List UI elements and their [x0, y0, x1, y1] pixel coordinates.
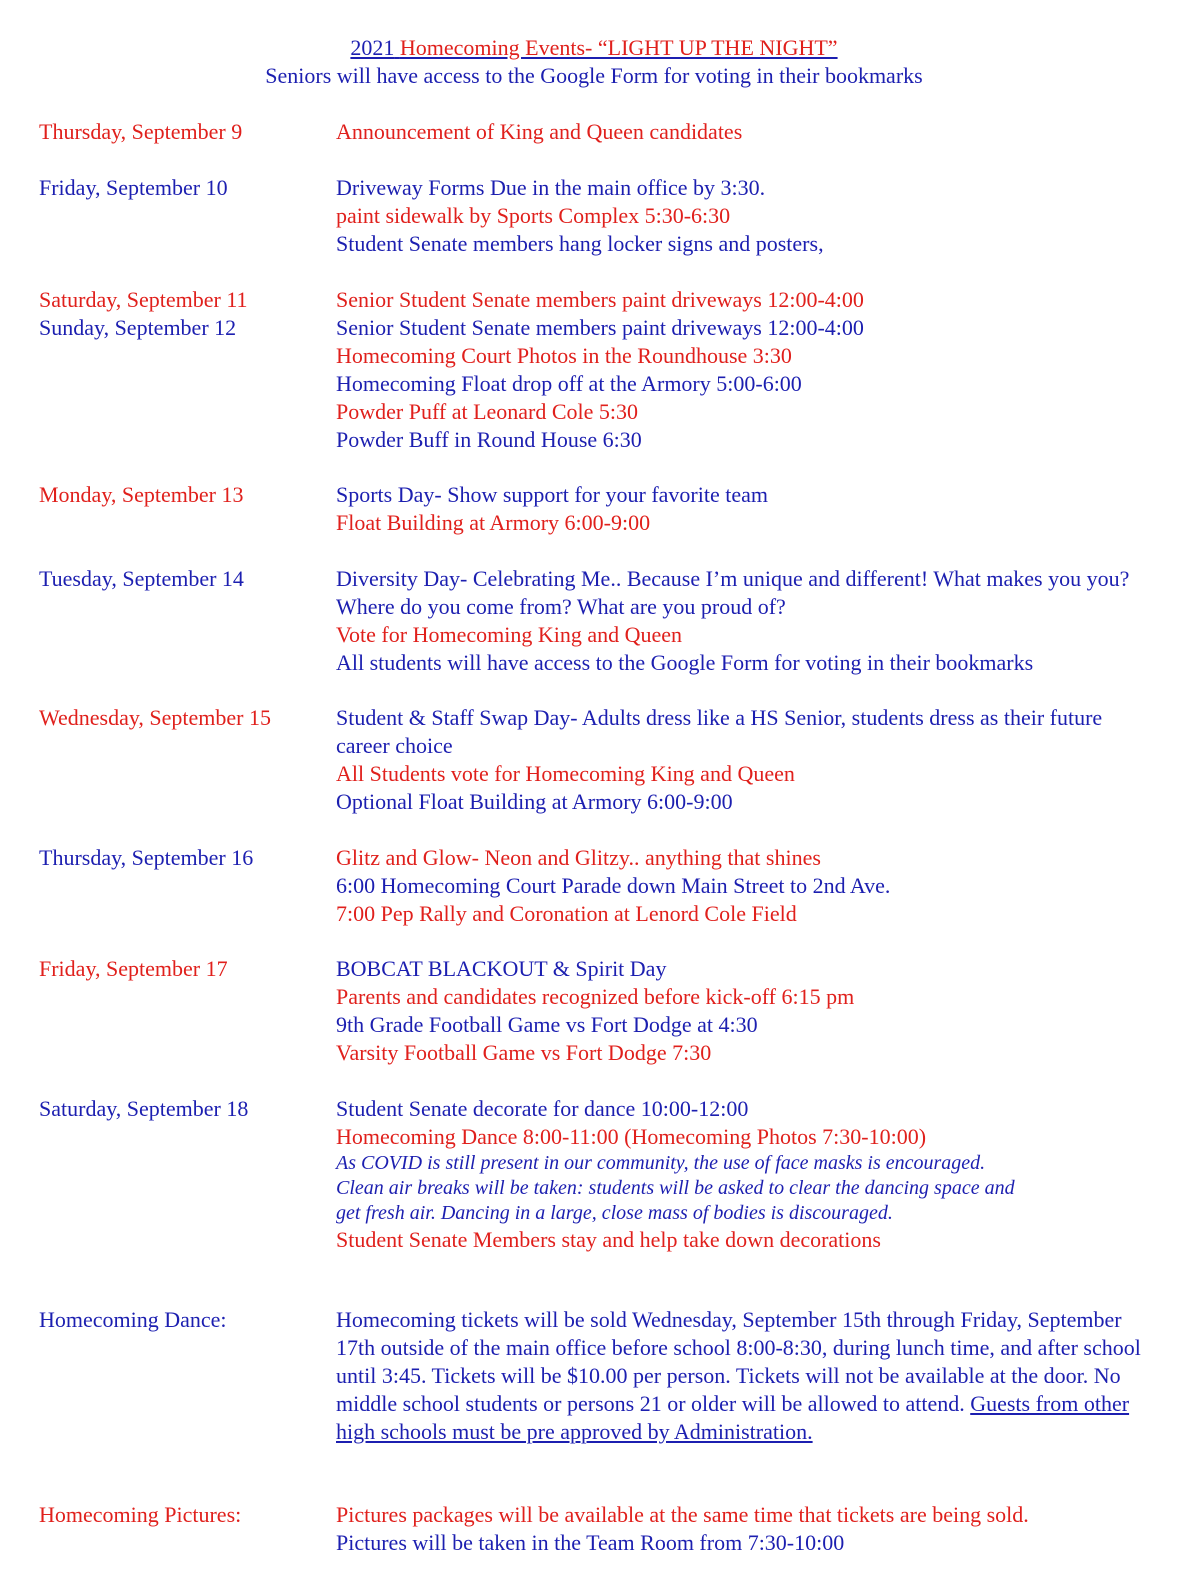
event-item: Senior Student Senate members paint driveways 12:00-4:00 [336, 287, 864, 312]
event-item: paint sidewalk by Sports Complex 5:30-6:30 [336, 203, 731, 228]
section-label: Homecoming Dance: [39, 1307, 227, 1332]
event-item: Homecoming Dance 8:00-11:00 (Homecoming Photos 7:30-10:00) [336, 1124, 927, 1149]
event-item: Varsity Football Game vs Fort Dodge 7:30 [336, 1040, 712, 1065]
event-item: 7:00 Pep Rally and Coronation at Lenord Cole Field [336, 901, 797, 926]
date-label: Saturday, September 11 [39, 287, 248, 312]
event-item: Powder Puff at Leonard Cole 5:30 [336, 399, 639, 424]
event-item: Driveway Forms Due in the main office by 3:30. [336, 175, 766, 200]
event-item: Powder Buff in Round House 6:30 [336, 427, 642, 452]
event-item: Student Senate Members stay and help take down decorations [336, 1227, 881, 1252]
covid-notice: As COVID is still present in our community, the use of face masks is encouraged. Clean air breaks will be taken: students will be asked to clear the dancing space and get fresh air. Dancing in a large, close mass of bodies is discouraged. [336, 1152, 1015, 1224]
date-label: Sunday, September 12 [39, 315, 237, 340]
document-subtitle: Seniors will have access to the Google Form for voting in their bookmarks [265, 63, 923, 88]
guest-approval-note: Guests from other high schools must be pre approved by Administration. [336, 1391, 1130, 1444]
event-item: BOBCAT BLACKOUT & Spirit Day [336, 956, 667, 981]
event-item: Float Building at Armory 6:00-9:00 [336, 510, 651, 535]
event-item: Parents and candidates recognized before kick-off 6:15 pm [336, 984, 855, 1009]
date-label: Thursday, September 16 [39, 845, 254, 870]
title-year: 2021 [350, 35, 395, 60]
event-item: Optional Float Building at Armory 6:00-9:00 [336, 789, 733, 814]
date-label: Wednesday, September 15 [39, 705, 272, 730]
date-label: Tuesday, September 14 [39, 566, 244, 591]
event-list [336, 481, 1158, 537]
event-item: All Students vote for Homecoming King and Queen [336, 761, 795, 786]
date-label: Friday, September 17 [39, 956, 228, 981]
event-list [336, 118, 1158, 146]
section-label: Homecoming Pictures: [39, 1502, 242, 1527]
event-item: Sports Day- Show support for your favorite team [336, 482, 768, 507]
event-item: Glitz and Glow- Neon and Glitzy.. anything that shines [336, 845, 821, 870]
event-item: All students will have access to the Google Form for voting in their bookmarks [336, 650, 1034, 675]
event-list [336, 844, 1158, 928]
event-list [336, 174, 1158, 258]
event-item: Vote for Homecoming King and Queen [336, 622, 683, 647]
event-item: Pictures packages will be available at the same time that tickets are being sold. [336, 1502, 1029, 1527]
event-item: Student & Staff Swap Day- Adults dress like a HS Senior, students dress as their future career choice [336, 705, 1103, 758]
event-list [336, 1095, 1158, 1254]
document-header [0, 34, 1188, 90]
event-list [336, 704, 1158, 816]
event-list [336, 955, 1158, 1067]
event-item: 6:00 Homecoming Court Parade down Main Street to 2nd Ave. [336, 873, 891, 898]
event-item: 9th Grade Football Game vs Fort Dodge at 4:30 [336, 1012, 758, 1037]
date-label: Thursday, September 9 [39, 119, 243, 144]
event-item: Homecoming Court Photos in the Roundhouse 3:30 [336, 343, 792, 368]
event-item: Senior Student Senate members paint driveways 12:00-4:00 [336, 315, 864, 340]
event-item: Diversity Day- Celebrating Me.. Because I’m unique and different! What makes you you? Where do you come from? What are you proud of? [336, 566, 1130, 619]
event-item: Pictures will be taken in the Team Room from 7:30-10:00 [336, 1530, 845, 1555]
ticket-info-text: Homecoming tickets will be sold Wednesday, September 15th through Friday, September 17th outside of the main office before school 8:00-8:30, during lunch time, and after school until 3:45. Tickets will be $10.00 per person. Tickets will not be available at the door. No middle school students or persons 21 or older will be allowed to attend. [336, 1307, 1141, 1416]
event-item: Homecoming Float drop off at the Armory 5:00-6:00 [336, 371, 802, 396]
document-title [0, 34, 1188, 62]
date-label: Monday, September 13 [39, 482, 244, 507]
event-list [336, 1306, 1158, 1446]
date-label: Friday, September 10 [39, 175, 228, 200]
date-label: Saturday, September 18 [39, 1096, 249, 1121]
event-item: Student Senate decorate for dance 10:00-12:00 [336, 1096, 749, 1121]
ticket-info [336, 1306, 1158, 1446]
event-list [336, 1501, 1158, 1557]
event-item: Student Senate members hang locker signs and posters, [336, 231, 824, 256]
event-item: Announcement of King and Queen candidates [336, 119, 743, 144]
event-list [336, 286, 1158, 454]
title-text: Homecoming Events- “LIGHT UP THE NIGHT” [399, 35, 838, 60]
event-list [336, 565, 1158, 677]
